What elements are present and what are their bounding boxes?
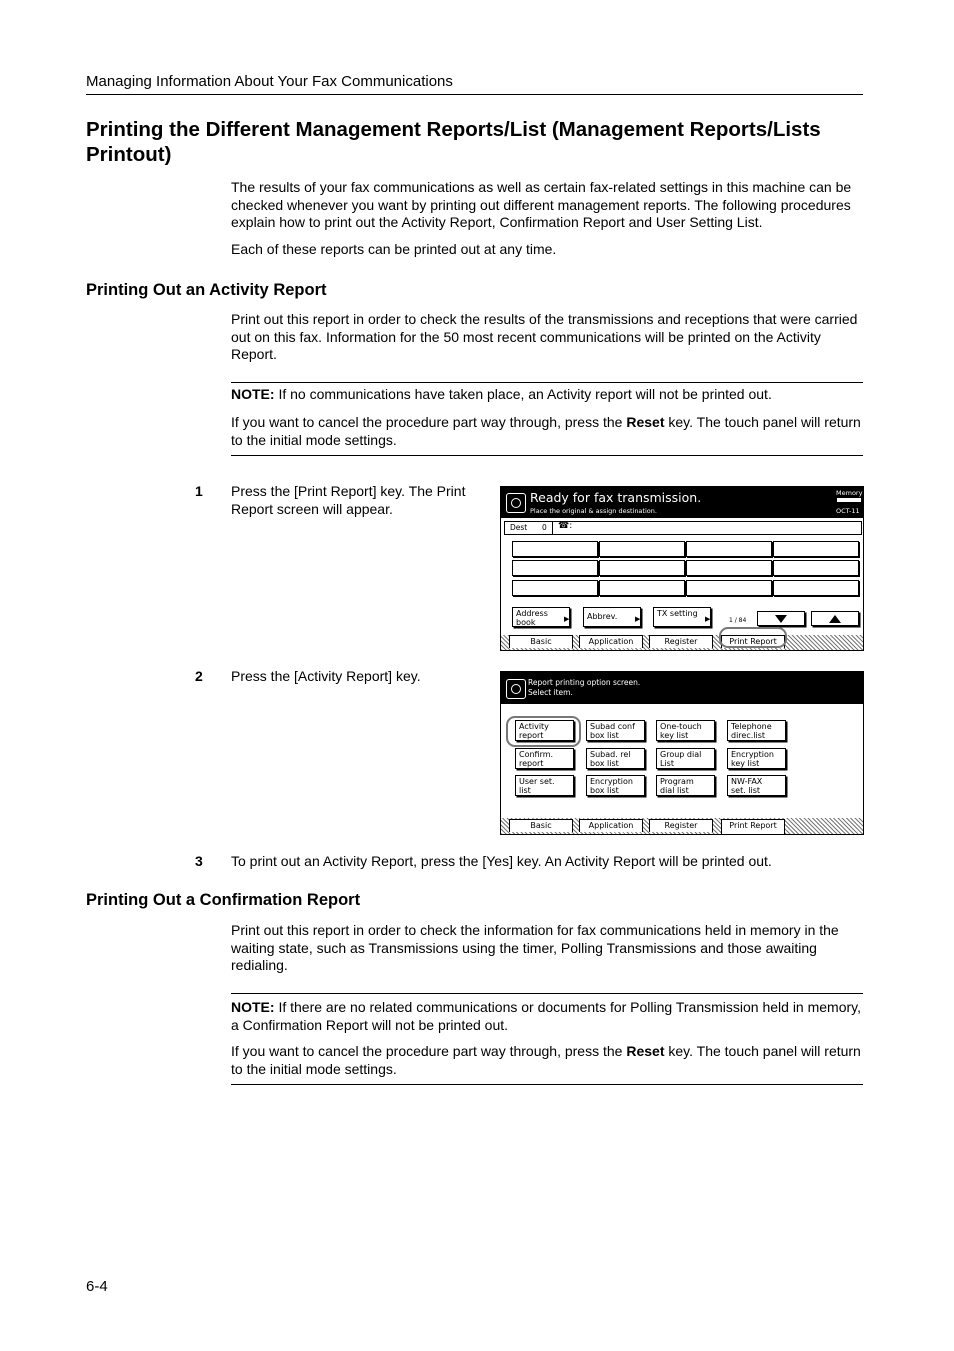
tx-setting-button[interactable]: TX setting [653, 607, 711, 627]
report-button-label: Confirm. [519, 750, 554, 759]
one-touch-key[interactable] [773, 580, 859, 596]
report-button-label: report [519, 759, 544, 768]
report-button-label: Program [660, 777, 694, 786]
note-label: NOTE: [231, 999, 275, 1015]
one-touch-key[interactable] [599, 560, 685, 576]
report-button[interactable] [515, 775, 574, 796]
report-button-label: list [519, 786, 531, 795]
tab-basic[interactable]: Basic [509, 635, 573, 648]
report-button-label: NW-FAX [731, 777, 763, 786]
step-text: Press the [Activity Report] key. [231, 668, 421, 684]
report-button-label: Group dial [660, 750, 702, 759]
activity-heading: Printing Out an Activity Report [86, 281, 327, 299]
note-rule-bottom [231, 1084, 863, 1085]
report-button[interactable] [586, 775, 645, 796]
report-button-label: User set. [519, 777, 555, 786]
activity-body: Print out this report in order to check the results of the transmissions and receptions that were carried out on this fax. Information for the 50 most recent communications will be printed on the Activity Report. [231, 311, 858, 362]
dest-divider [552, 522, 553, 534]
fax-icon [506, 679, 526, 699]
screen-subtitle: Place the original & assign destination. [530, 507, 657, 515]
tab-print-report[interactable]: Print Report [721, 819, 785, 834]
one-touch-key[interactable] [512, 560, 598, 576]
destination-bar [504, 521, 862, 535]
report-button-label: direc.list [731, 731, 766, 740]
scroll-up-button[interactable] [811, 611, 859, 626]
intro-paragraph: The results of your fax communications as well as certain fax-related settings in this machine can be checked whenever you want by printing out different management reports. The following procedures explain how to print out the Activity Report, Confirmation Report and User Setting List. [231, 179, 852, 230]
report-button-label: One-touch [660, 722, 702, 731]
confirmation-body: Print out this report in order to check the information for fax communications held in memory in the waiting state, such as Transmissions using the timer, Polling Transmissions and those awaiting redialing. [231, 922, 839, 973]
cancel-text-end: key. The touch panel will return to the initial mode settings. [231, 414, 861, 448]
tab-print-report[interactable]: Print Report [721, 635, 785, 648]
highlight-circle [506, 716, 581, 747]
page-number: 6-4 [86, 1278, 108, 1295]
report-button[interactable] [727, 720, 786, 741]
up-arrow-icon [829, 615, 841, 623]
highlight-circle [719, 627, 787, 648]
abbrev-button[interactable]: Abbrev. [583, 607, 641, 627]
note-text: If no communications have taken place, an Activity report will not be printed out. [278, 386, 772, 402]
screen-header-line-2: Select item. [528, 688, 573, 697]
report-button-label: box list [590, 786, 619, 795]
down-arrow-icon [775, 615, 787, 623]
confirmation-cancel-note [231, 1043, 863, 1078]
note-text: If there are no related communications or documents for Polling Transmission held in memory, a Confirmation Report will not be printed out. [231, 999, 862, 1033]
activity-cancel-note [231, 414, 863, 449]
note-rule-bottom [231, 455, 863, 456]
one-touch-key[interactable] [512, 541, 598, 557]
step-number: 1 [195, 483, 203, 499]
arrow-right-icon: ▶ [635, 615, 641, 623]
note-rule-top [231, 993, 863, 994]
cancel-text: If you want to cancel the procedure part way through, press the [231, 1043, 623, 1059]
fax-ready-screen [500, 486, 864, 651]
address-book-button[interactable]: Address book [512, 607, 570, 627]
memory-label: Memory [836, 489, 863, 497]
screen-header [501, 672, 863, 704]
tab-basic[interactable]: Basic [509, 819, 573, 832]
tab-application[interactable]: Application [579, 819, 643, 832]
report-button-label: dial list [660, 786, 689, 795]
report-button[interactable] [727, 748, 786, 769]
report-button-label: set. list [731, 786, 761, 795]
step-text: To print out an Activity Report, press the [Yes] key. An Activity Report will be printed out. [231, 853, 772, 869]
intro-paragraph-2: Each of these reports can be printed out at any time. [231, 241, 557, 257]
one-touch-key[interactable] [773, 541, 859, 557]
dest-label: Dest [510, 523, 528, 532]
phone-icon: ☎: [558, 521, 573, 531]
screen-header [501, 487, 863, 518]
cancel-text: If you want to cancel the procedure part way through, press the [231, 414, 623, 430]
report-button-label: Encryption [590, 777, 633, 786]
report-option-screen [500, 671, 864, 835]
one-touch-key[interactable] [686, 580, 772, 596]
one-touch-key[interactable] [599, 580, 685, 596]
cancel-text-end: key. The touch panel will return to the initial mode settings. [231, 1043, 861, 1077]
report-button-label: List [660, 759, 674, 768]
report-button[interactable] [656, 720, 715, 741]
one-touch-key[interactable] [686, 541, 772, 557]
step-text: Press the [Print Report] key. The Print Report screen will appear. [231, 483, 466, 517]
report-button[interactable] [515, 748, 574, 769]
page-indicator: 1 / 84 [729, 617, 747, 624]
note-rule-top [231, 382, 863, 383]
note-label: NOTE: [231, 386, 275, 402]
reset-key-label: Reset [626, 1043, 665, 1059]
report-button[interactable] [656, 775, 715, 796]
report-button-label: report [519, 731, 544, 740]
step-number: 3 [195, 853, 203, 869]
report-button-label: key list [660, 731, 689, 740]
activity-note [231, 386, 863, 404]
report-button-label: Subad. rel [590, 750, 631, 759]
section-title: Printing the Different Management Reports/List (Management Reports/Lists Printout) [86, 118, 821, 166]
fax-icon [506, 493, 526, 513]
arrow-right-icon: ▶ [564, 615, 570, 623]
report-button-label: Subad conf [590, 722, 635, 731]
memory-gauge [837, 498, 861, 502]
screen-title: Ready for fax transmission. [530, 490, 702, 505]
report-button-label: key list [731, 759, 760, 768]
tab-register[interactable]: Register [649, 819, 713, 832]
one-touch-key[interactable] [686, 560, 772, 576]
step-number: 2 [195, 668, 203, 684]
confirmation-note [231, 999, 863, 1034]
date-label: OCT-11 [836, 507, 860, 515]
dest-count: 0 [542, 523, 547, 532]
tab-application[interactable]: Application [579, 635, 643, 648]
report-button-label: box list [590, 759, 619, 768]
confirmation-heading: Printing Out a Confirmation Report [86, 891, 361, 909]
report-button-label: Encryption [731, 750, 774, 759]
report-button[interactable] [586, 720, 645, 741]
reset-key-label: Reset [626, 414, 665, 430]
report-button-label: Telephone [731, 722, 772, 731]
one-touch-key[interactable] [599, 541, 685, 557]
report-button[interactable] [656, 748, 715, 769]
report-button-label: Activity [519, 722, 549, 731]
one-touch-key[interactable] [773, 560, 859, 576]
report-button-label: box list [590, 731, 619, 740]
screen-header-line: Report printing option screen. [528, 678, 641, 687]
report-button[interactable] [727, 775, 786, 796]
tab-register[interactable]: Register [649, 635, 713, 648]
one-touch-key[interactable] [512, 580, 598, 596]
arrow-right-icon: ▶ [705, 615, 711, 623]
scroll-down-button[interactable] [757, 611, 805, 626]
report-button[interactable] [586, 748, 645, 769]
running-header: Managing Information About Your Fax Communications [86, 73, 863, 95]
